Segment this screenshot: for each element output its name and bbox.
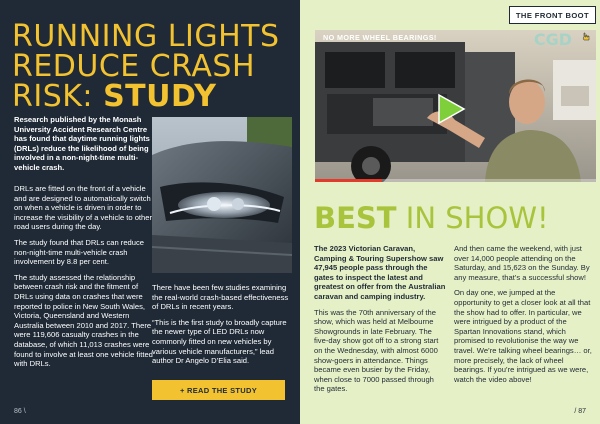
headline-line-3-bold: STUDY [103, 79, 217, 114]
headline-line-3-plain: RISK: [12, 79, 104, 114]
quote-paragraph: “This is the first study to broadly capture the newer type of LED DRLs now commonly fitted on new vehicles by various vehicle manufacturers,” lead author Dr Angelo D’Elia said. [152, 317, 287, 366]
paragraph: The study found that DRLs can reduce non-night-time multi-vehicle crash involvement by 8.8 per cent. [14, 237, 145, 267]
article-intro: The 2023 Victorian Caravan, Camping & Touring Supershow saw 47,945 people pass through the gates to inspect the latest and greatest on offer from the Australian caravan and camping industry. [314, 244, 446, 301]
right-page-left-column [314, 244, 446, 400]
headlight-photo [152, 117, 292, 273]
section-label: THE FRONT BOOT [509, 6, 596, 24]
paragraph: This was the 70th anniversary of the show, which was held at Melbourne Showgrounds in late February. The five-day show got off to a strong start on the Wednesday, with almost 6000 show-goers in attendance. Things became even busier by the Friday, when close to 7000 passed through the gates. [314, 307, 439, 394]
headlight-image [152, 117, 292, 273]
page-number-left: 86 \ [14, 408, 26, 415]
video-title: NO MORE WHEEL BEARINGS! [323, 33, 437, 42]
play-icon[interactable] [433, 92, 467, 126]
channel-logo: CGD [533, 30, 572, 49]
headline-bold: BEST [314, 201, 397, 235]
right-column-body [152, 283, 292, 372]
right-page-right-column [454, 244, 594, 390]
headline-line-3 [12, 79, 296, 114]
left-column-body [14, 184, 154, 375]
page-number-right: / 87 [574, 408, 586, 415]
video-progress-fill [315, 179, 382, 182]
video-progress-bar[interactable] [315, 179, 596, 182]
paragraph: The study assessed the relationship between crash risk and the fitment of DRLs using data on crashes that were reported to police in New South Wales, Victoria, Queensland and Western Australia between 2010 and 2017. There were 119,606 casualty crashes in the database, of which 11,013 crashes were found to involve at least one vehicle fitted with DRLs. [14, 272, 153, 369]
running-lights-headline [12, 19, 296, 114]
headline-line-1: RUNNING LIGHTS [12, 19, 280, 54]
video-player[interactable] [315, 30, 596, 182]
paragraph: And then came the weekend, with just over 14,000 people attending on the Saturday, and 15,623 on the Sunday. By any measure, that’s a successful show! [454, 244, 590, 282]
paragraph: There have been few studies examining the real-world crash-based effectiveness of DRLs in recent years. [152, 283, 289, 312]
headline-plain: IN SHOW! [396, 201, 549, 235]
right-page [300, 0, 600, 424]
best-in-show-headline [314, 203, 598, 233]
paragraph: On day one, we jumped at the opportunity to get a closer look at all that the show had to offer. In particular, we were intrigued by a product of the Spartan Innovations stand, which promised to revolutionise the way we travel. We’re talking wheel bearings… or, more precisely, the lack of wheel bearings. If you’re intrigued as we were, watch the video above! [454, 288, 592, 384]
paragraph: DRLs are fitted on the front of a vehicle and are designed to automatically switch on when a vehicle is driven in order to increase the visibility of a vehicle to other road users during the day. [14, 184, 153, 232]
read-the-study-button[interactable]: + READ THE STUDY [152, 380, 285, 400]
headline-line-2: REDUCE CRASH [12, 49, 255, 84]
article-intro: Research published by the Monash University Accident Research Centre has found that daytime running lights (DRLs) reduce the likelihood of being involved in a non-night-time multi-vehicle crash. [14, 115, 150, 172]
hand-cursor-icon [581, 32, 591, 42]
